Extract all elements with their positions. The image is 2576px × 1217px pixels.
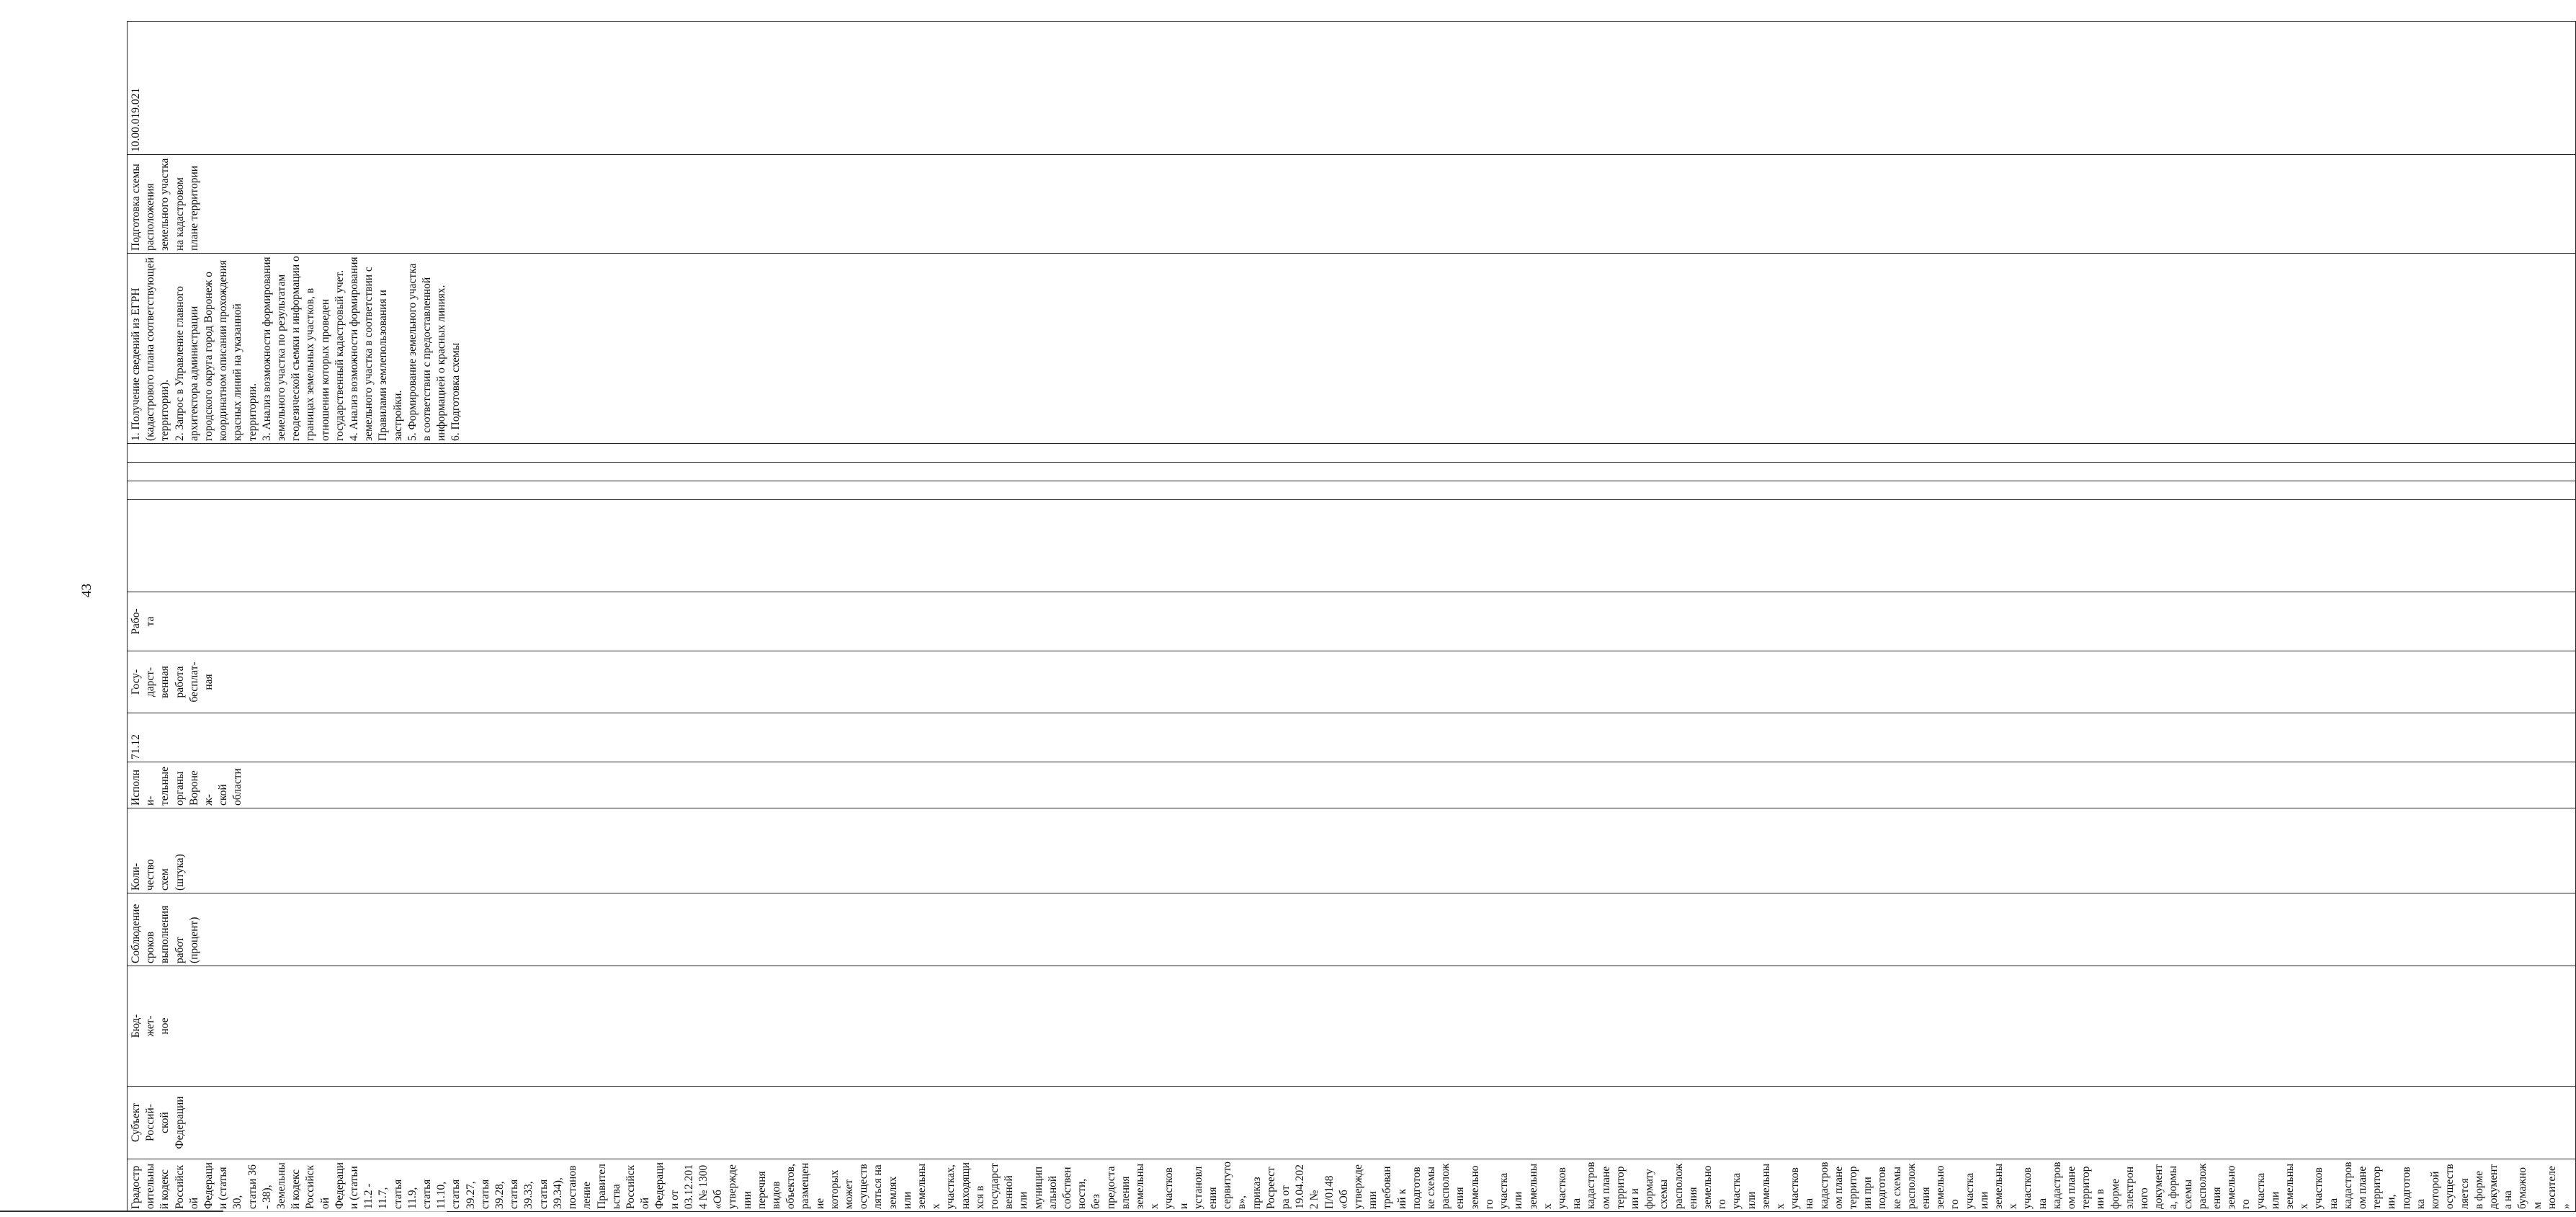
quality-indicator-cell: Соблюдение сроков выполнения работ (процент) <box>128 893 2576 966</box>
registry-table <box>127 21 2576 1212</box>
service-code-cell: 10.00.019.021 <box>128 22 2576 155</box>
service-name-cell: Подготовка схемы расположения земельного участка на кадастровом плане территории <box>128 155 2576 254</box>
table-row <box>128 22 2576 1212</box>
scan-edge-line-faint <box>223 1211 447 1212</box>
volume-indicator-cell: Коли- чество схем (штука) <box>128 808 2576 893</box>
category-cell: Госу- дарст- венная работа бесплат- ная <box>128 651 2576 713</box>
level-cell: Субъект Россий- ской Федерации <box>128 1087 2576 1159</box>
funding-cell: Бюд- жет- ное <box>128 966 2576 1087</box>
blank-cell <box>128 500 2576 592</box>
type-cell: Рабо- та <box>128 592 2576 651</box>
legal-basis-cell: Градостроительный кодекс Российской Федерации (статья 30, статьи 36 - 38), Земельный кодекс Российской Федерации (статьи 11.2 - 11.7, статья 11.9, статья 11.10, статья 39.27, статья 39.28, статья 39.33, статья 39.34), постановление Правительства Российской Федерации от 03.12.2014 № 1300 «Об утверждении перечня видов объектов, размещение которых может осуществляться на землях или земельных участках, находящихся в государственной или муниципальной собственности, без предоставления земельных участков и установления сервитутов», приказ Росреестра от 19.04.2022 № П/0148 «Об утверждении требований к подготовке схемы расположения земельного участка или земельных участков на кадастровом плане территории и формату схемы расположения земельного участка или земельных участков на кадастровом плане территории при подготовке схемы расположения земельного участка или земельных участков на кадастровом плане территории в форме электронного документа, формы схемы расположения земельного участка или земельных участков на кадастровом плане территории, подготовка которой осуществляется в форме документа на бумажном носителе» <box>128 1159 2576 1212</box>
blank-cell <box>128 444 2576 463</box>
page-number: 43 <box>79 584 94 597</box>
scan-edge-line <box>0 1211 223 1212</box>
rotated-table-wrapper <box>127 22 2572 1212</box>
okved-cell: 71.12 <box>128 713 2576 762</box>
content-cell: 1. Получение сведений из ЕГРН (кадастрового плана соответствующей территории). 2. Запрос в Управление главного архитектора администрации городского округа город Воронеж о координатном описании прохождения красных линий на указанной территории. 3. Анализ возможности формирования земельного участка по результатам геодезической съемки и информации о границах земельных участков, в отношении которых проведен государственный кадастровый учет. 4. Анализ возможности формирования земельного участка в соответствии с Правилами землепользования и застройки. 5. Формирование земельного участка в соответствии с предоставленной информацией о красных линиях. 6. Подготовка схемы <box>128 254 2576 444</box>
blank-cell <box>128 481 2576 500</box>
executors-cell: Исполни- тельные органы Воронеж- ской области <box>128 762 2576 808</box>
blank-cell <box>128 463 2576 481</box>
